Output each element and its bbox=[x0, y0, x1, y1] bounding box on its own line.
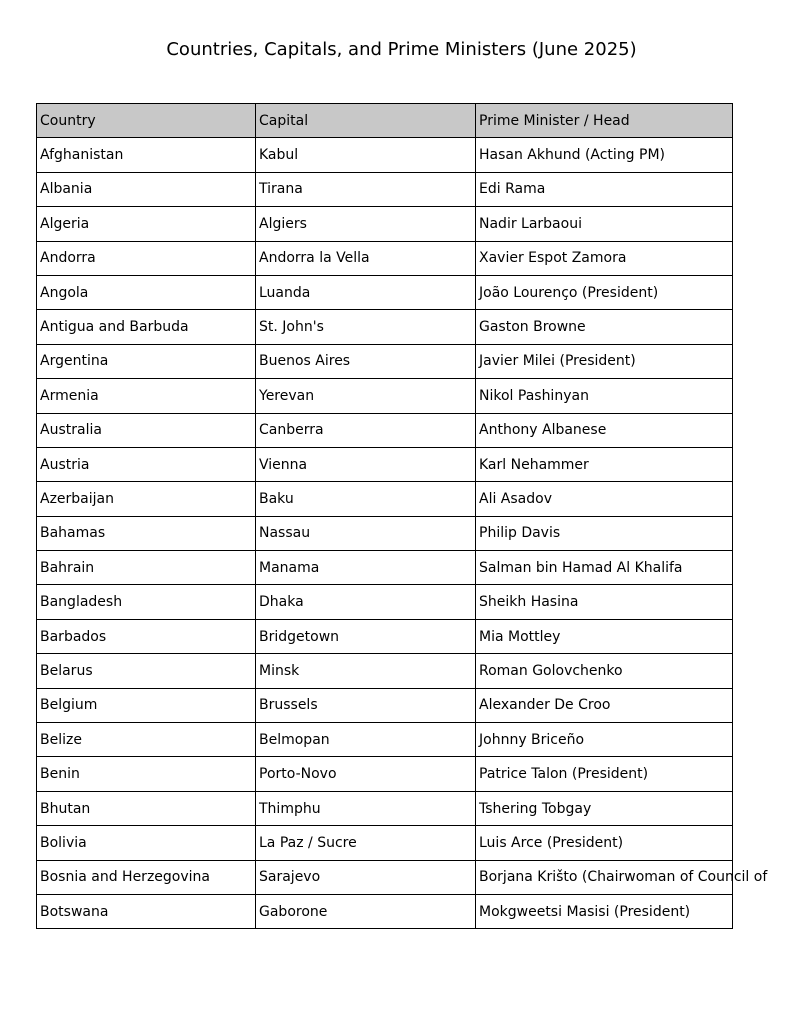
cell-country: Australia bbox=[37, 413, 256, 447]
cell-country: Botswana bbox=[37, 894, 256, 928]
cell-country: Barbados bbox=[37, 619, 256, 653]
table-row bbox=[37, 413, 733, 447]
cell-prime-minister: Philip Davis bbox=[476, 516, 733, 550]
table-row bbox=[37, 894, 733, 928]
header-country: Country bbox=[37, 104, 256, 138]
cell-capital: La Paz / Sucre bbox=[256, 826, 476, 860]
table-row bbox=[37, 619, 733, 653]
cell-capital: Tirana bbox=[256, 172, 476, 206]
cell-prime-minister: Xavier Espot Zamora bbox=[476, 241, 733, 275]
cell-country: Antigua and Barbuda bbox=[37, 310, 256, 344]
cell-country: Bahamas bbox=[37, 516, 256, 550]
cell-capital: Dhaka bbox=[256, 585, 476, 619]
cell-capital: Kabul bbox=[256, 138, 476, 172]
cell-prime-minister: Luis Arce (President) bbox=[476, 826, 733, 860]
table-row bbox=[37, 138, 733, 172]
table-row bbox=[37, 275, 733, 309]
cell-capital: Andorra la Vella bbox=[256, 241, 476, 275]
cell-prime-minister: Javier Milei (President) bbox=[476, 344, 733, 378]
table-row bbox=[37, 723, 733, 757]
cell-prime-minister: Alexander De Croo bbox=[476, 688, 733, 722]
cell-country: Austria bbox=[37, 447, 256, 481]
header-row bbox=[37, 104, 733, 138]
cell-capital: Canberra bbox=[256, 413, 476, 447]
table-row bbox=[37, 310, 733, 344]
cell-country: Argentina bbox=[37, 344, 256, 378]
cell-capital: St. John's bbox=[256, 310, 476, 344]
cell-prime-minister: Hasan Akhund (Acting PM) bbox=[476, 138, 733, 172]
cell-country: Angola bbox=[37, 275, 256, 309]
cell-country: Azerbaijan bbox=[37, 482, 256, 516]
cell-country: Bahrain bbox=[37, 551, 256, 585]
cell-capital: Vienna bbox=[256, 447, 476, 481]
cell-capital: Sarajevo bbox=[256, 860, 476, 894]
cell-prime-minister: Mia Mottley bbox=[476, 619, 733, 653]
countries-table bbox=[36, 103, 768, 929]
cell-prime-minister: Gaston Browne bbox=[476, 310, 733, 344]
table-row bbox=[37, 379, 733, 413]
table-row bbox=[37, 860, 733, 894]
cell-capital: Belmopan bbox=[256, 723, 476, 757]
cell-prime-minister: João Lourenço (President) bbox=[476, 275, 733, 309]
cell-capital: Buenos Aires bbox=[256, 344, 476, 378]
cell-prime-minister: Salman bin Hamad Al Khalifa bbox=[476, 551, 733, 585]
table-row bbox=[37, 482, 733, 516]
header-prime-minister: Prime Minister / Head bbox=[476, 104, 733, 138]
table-header bbox=[37, 104, 733, 138]
cell-prime-minister: Nikol Pashinyan bbox=[476, 379, 733, 413]
cell-capital: Yerevan bbox=[256, 379, 476, 413]
cell-capital: Porto-Novo bbox=[256, 757, 476, 791]
table-row bbox=[37, 241, 733, 275]
cell-capital: Thimphu bbox=[256, 791, 476, 825]
cell-country: Bosnia and Herzegovina bbox=[37, 860, 256, 894]
cell-country: Belgium bbox=[37, 688, 256, 722]
cell-country: Bolivia bbox=[37, 826, 256, 860]
cell-capital: Baku bbox=[256, 482, 476, 516]
cell-prime-minister: Anthony Albanese bbox=[476, 413, 733, 447]
cell-prime-minister: Karl Nehammer bbox=[476, 447, 733, 481]
table-row bbox=[37, 688, 733, 722]
cell-capital: Nassau bbox=[256, 516, 476, 550]
cell-capital: Brussels bbox=[256, 688, 476, 722]
table-row bbox=[37, 654, 733, 688]
table-row bbox=[37, 344, 733, 378]
cell-capital: Luanda bbox=[256, 275, 476, 309]
cell-capital: Algiers bbox=[256, 207, 476, 241]
table-row bbox=[37, 826, 733, 860]
table-row bbox=[37, 585, 733, 619]
page-title: Countries, Capitals, and Prime Ministers (June 2025) bbox=[166, 39, 637, 60]
cell-capital: Minsk bbox=[256, 654, 476, 688]
cell-prime-minister: Sheikh Hasina bbox=[476, 585, 733, 619]
table-row bbox=[37, 516, 733, 550]
cell-country: Bangladesh bbox=[37, 585, 256, 619]
cell-country: Belarus bbox=[37, 654, 256, 688]
cell-prime-minister: Mokgweetsi Masisi (President) bbox=[476, 894, 733, 928]
cell-country: Afghanistan bbox=[37, 138, 256, 172]
cell-capital: Bridgetown bbox=[256, 619, 476, 653]
cell-capital: Manama bbox=[256, 551, 476, 585]
cell-country: Bhutan bbox=[37, 791, 256, 825]
cell-country: Benin bbox=[37, 757, 256, 791]
cell-country: Albania bbox=[37, 172, 256, 206]
cell-country: Armenia bbox=[37, 379, 256, 413]
table-row bbox=[37, 207, 733, 241]
cell-country: Algeria bbox=[37, 207, 256, 241]
cell-prime-minister: Johnny Briceño bbox=[476, 723, 733, 757]
cell-country: Andorra bbox=[37, 241, 256, 275]
table-row bbox=[37, 172, 733, 206]
table-body bbox=[37, 138, 768, 929]
cell-prime-minister: Patrice Talon (President) bbox=[476, 757, 733, 791]
cell-prime-minister: Nadir Larbaoui bbox=[476, 207, 733, 241]
header-capital: Capital bbox=[256, 104, 476, 138]
table-row bbox=[37, 551, 733, 585]
cell-prime-minister: Tshering Tobgay bbox=[476, 791, 733, 825]
cell-country: Belize bbox=[37, 723, 256, 757]
cell-prime-minister: Edi Rama bbox=[476, 172, 733, 206]
table-row bbox=[37, 791, 733, 825]
cell-prime-minister: Roman Golovchenko bbox=[476, 654, 733, 688]
table-row bbox=[37, 757, 733, 791]
cell-prime-minister: Borjana Krišto (Chairwoman of Council of bbox=[476, 860, 733, 894]
table-row bbox=[37, 447, 733, 481]
cell-prime-minister: Ali Asadov bbox=[476, 482, 733, 516]
cell-capital: Gaborone bbox=[256, 894, 476, 928]
